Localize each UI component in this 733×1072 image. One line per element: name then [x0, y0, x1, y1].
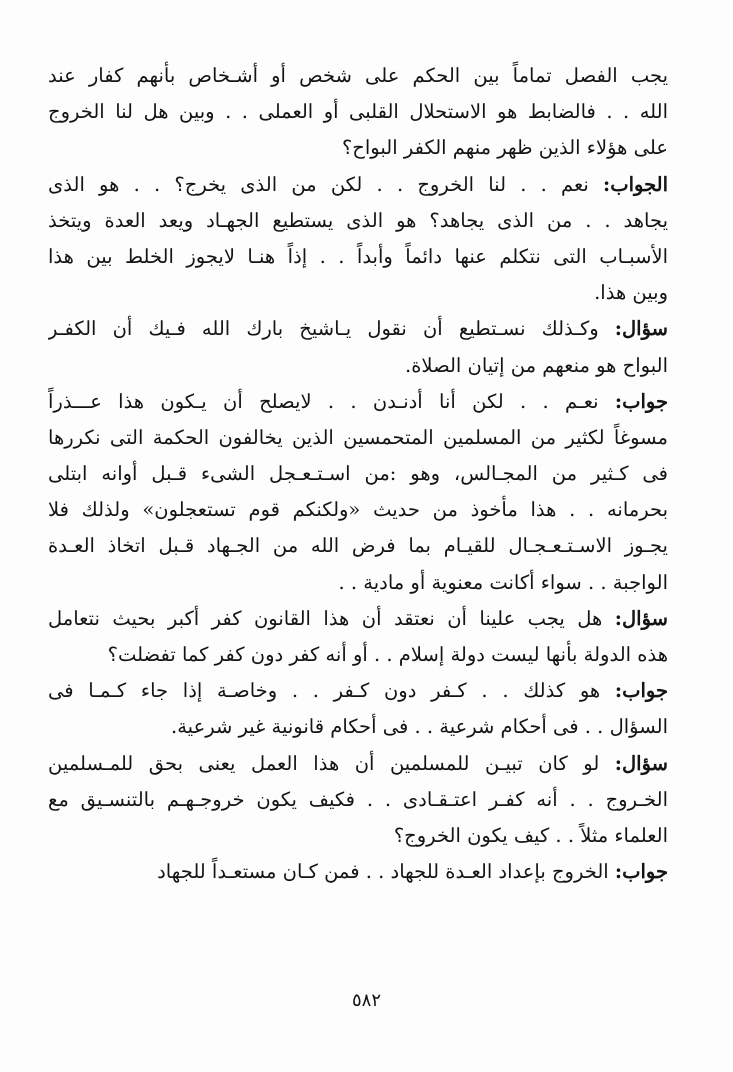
text-line: [48, 94, 668, 130]
line-text: هو كذلك . . كـفر دون كـفر . . وخاصـة إذا جاء كـمـا فى: [48, 679, 601, 703]
line-text: فى كـثير من المجـالس، وهو :من اسـتـعـجل الشىء قـبل أوانه ابتلى: [48, 462, 668, 486]
text-line: [48, 311, 668, 347]
speaker-label: جواب:: [614, 679, 668, 703]
text-line: [48, 130, 668, 166]
text-line: [48, 818, 668, 854]
text-line: [48, 420, 668, 456]
line-text: البواح هو منعهم من إتيان الصلاة.: [405, 353, 668, 377]
speaker-label: جواب:: [614, 389, 668, 413]
line-text: وبين هذا.: [594, 281, 668, 305]
line-text: وكـذلك نسـتطيع أن نقول يـاشيخ بارك الله فـيك أن الكفـر: [48, 317, 599, 341]
text-line: [48, 275, 668, 311]
speaker-label: سؤال:: [614, 317, 668, 341]
line-text: مسوغاً لكثير من المسلمين المتحمسين الذين يخالفون الحكمة التى نكررها: [48, 425, 668, 449]
line-text: العلماء مثلاً . . كيف يكون الخروج؟: [393, 823, 668, 847]
text-line: [48, 854, 668, 890]
paragraph: [48, 58, 668, 167]
line-text: نعـم . . لكن أنا أدنـدن . . لايصلح أن يـكون هذا عـــذراً: [48, 389, 599, 413]
text-line: [48, 565, 668, 601]
text-line: [48, 203, 668, 239]
text-line: [48, 709, 668, 745]
text-line: [48, 58, 668, 94]
text-line: [48, 167, 668, 203]
speaker-label: سؤال:: [614, 751, 668, 775]
line-text: هل يجب علينا أن نعتقد أن هذا القانون كفر أكبر بحيث نتعامل: [48, 606, 603, 630]
text-line: [48, 746, 668, 782]
text-line: [48, 456, 668, 492]
line-text: السؤال . . فى أحكام شرعية . . فى أحكام قانونية غير شرعية.: [171, 715, 668, 739]
line-text: الخروج بإعداد العـدة للجهاد . . فمن كـان مستعـداً للجهاد: [157, 860, 609, 884]
line-text: يجاهد . . من الذى يجاهد؟ هو الذى يستطيع الجهـاد ويعد العدة ويتخذ: [48, 208, 668, 232]
line-text: الواجبة . . سواء أكانت معنوية أو مادية . .: [338, 570, 668, 594]
paragraph: [48, 167, 668, 312]
speaker-label: سؤال:: [614, 606, 668, 630]
line-text: يجـوز الاسـتـعـجـال للقيـام بما فرض الله من الجـهاد قـبل اتخاذ العـدة: [48, 534, 668, 558]
line-text: لو كان تبيـن للمسلمين أن هذا العمل يعنى بحق للمـسلمين: [48, 751, 600, 775]
line-text: هذه الدولة بأنها ليست دولة إسلام . . أو أنه كفر دون كفر كما تفضلت؟: [107, 643, 668, 666]
line-text: الله . . فالضابط هو الاستحلال القلبى أو العملى . . وبين هل لنا الخروج: [48, 100, 668, 124]
text-line: [48, 492, 668, 528]
text-line: [48, 673, 668, 709]
text-line: [48, 637, 668, 673]
text-body: [48, 58, 668, 890]
line-text: على هؤلاء الذين ظهر منهم الكفر البواح؟: [341, 136, 668, 160]
paragraph: [48, 311, 668, 383]
text-line: [48, 384, 668, 420]
line-text: يجب الفصل تماماً بين الحكم على شخص أو أشـخاص بأنهم كفار عند: [48, 64, 668, 87]
paragraph: [48, 384, 668, 601]
speaker-label: الجواب:: [603, 172, 668, 196]
text-line: [48, 782, 668, 818]
line-text: الأسبـاب التى نتكلم عنها دائماً وأبداً . . إذاً هنـا لايجوز الخلط بين هذا: [48, 244, 668, 268]
text-line: [48, 348, 668, 384]
line-text: نعم . . لنا الخروج . . لكن من الذى يخرج؟ . . هو الذى: [48, 172, 589, 196]
speaker-label: جواب:: [614, 860, 668, 884]
line-text: بحرمانه . . هذا مأخوذ من حديث «ولكنكم قوم تستعجلون» ولذلك فلا: [48, 498, 668, 522]
paragraph: [48, 601, 668, 673]
paragraph: [48, 673, 668, 745]
text-line: [48, 601, 668, 637]
line-text: الخـروج . . أنه كفـر اعتـقـادى . . فكيف يكون خروجـهـم بالتنسـيق مع: [48, 787, 668, 811]
text-line: [48, 239, 668, 275]
text-line: [48, 528, 668, 564]
paragraph: [48, 854, 668, 890]
page-number: ٥٨٢: [351, 990, 381, 1011]
paragraph: [48, 746, 668, 855]
